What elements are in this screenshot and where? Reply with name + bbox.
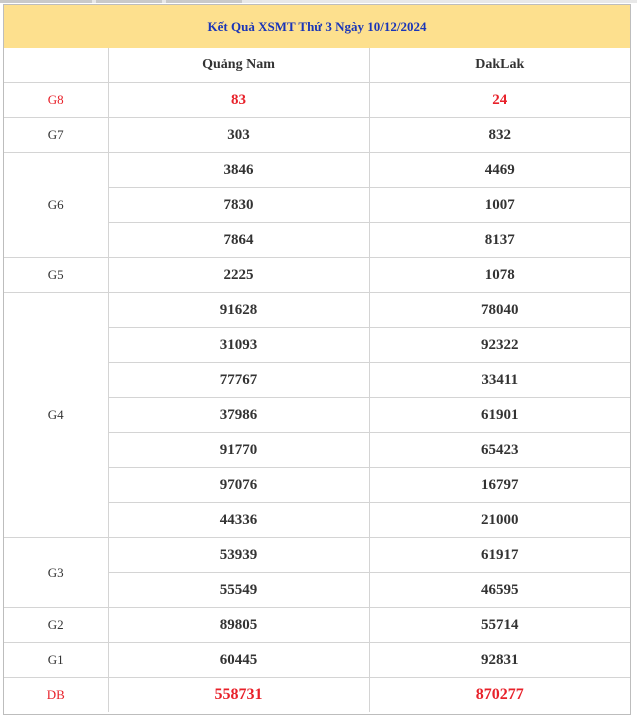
result-row: [4, 678, 630, 713]
daklak-result: 65423: [369, 433, 630, 468]
lottery-results-table: [4, 48, 630, 712]
tab-segment: [166, 0, 242, 3]
daklak-result: 16797: [369, 468, 630, 503]
daklak-result: 61917: [369, 538, 630, 573]
daklak-result: 61901: [369, 398, 630, 433]
tab-segment: [96, 0, 162, 3]
quang-nam-result: 91770: [108, 433, 369, 468]
daklak-result: 4469: [369, 153, 630, 188]
daklak-result: 92322: [369, 328, 630, 363]
results-body: [4, 83, 630, 713]
daklak-result: 55714: [369, 608, 630, 643]
daklak-result: 1007: [369, 188, 630, 223]
quang-nam-result: 7830: [108, 188, 369, 223]
province-header-daklak: DakLak: [369, 48, 630, 83]
daklak-result: 832: [369, 118, 630, 153]
prize-label-g1: G1: [4, 643, 108, 678]
daklak-result: 92831: [369, 643, 630, 678]
daklak-result: 24: [369, 83, 630, 118]
prize-label-g4: G4: [4, 293, 108, 538]
header-row: [4, 48, 630, 83]
result-row: [4, 118, 630, 153]
result-row: [4, 153, 630, 188]
prize-label-g7: G7: [4, 118, 108, 153]
province-header-quang-nam: Quảng Nam: [108, 48, 369, 83]
quang-nam-result: 558731: [108, 678, 369, 713]
daklak-result: 1078: [369, 258, 630, 293]
quang-nam-result: 303: [108, 118, 369, 153]
daklak-result: 78040: [369, 293, 630, 328]
quang-nam-result: 77767: [108, 363, 369, 398]
quang-nam-result: 89805: [108, 608, 369, 643]
quang-nam-result: 91628: [108, 293, 369, 328]
quang-nam-result: 53939: [108, 538, 369, 573]
prize-header-cell: [4, 48, 108, 83]
quang-nam-result: 83: [108, 83, 369, 118]
quang-nam-result: 37986: [108, 398, 369, 433]
result-row: [4, 608, 630, 643]
tab-segment: [0, 0, 92, 3]
quang-nam-result: 55549: [108, 573, 369, 608]
daklak-result: 8137: [369, 223, 630, 258]
daklak-result: 870277: [369, 678, 630, 713]
prize-label-g2: G2: [4, 608, 108, 643]
prize-label-g3: G3: [4, 538, 108, 608]
result-row: [4, 258, 630, 293]
results-title: Kết Quả XSMT Thứ 3 Ngày 10/12/2024: [4, 5, 630, 48]
quang-nam-result: 44336: [108, 503, 369, 538]
daklak-result: 21000: [369, 503, 630, 538]
result-row: [4, 643, 630, 678]
quang-nam-result: 31093: [108, 328, 369, 363]
quang-nam-result: 60445: [108, 643, 369, 678]
daklak-result: 33411: [369, 363, 630, 398]
prize-label-g6: G6: [4, 153, 108, 258]
result-row: [4, 538, 630, 573]
prize-label-g8: G8: [4, 83, 108, 118]
result-row: [4, 293, 630, 328]
quang-nam-result: 3846: [108, 153, 369, 188]
quang-nam-result: 7864: [108, 223, 369, 258]
result-row: [4, 83, 630, 118]
prize-label-g5: G5: [4, 258, 108, 293]
quang-nam-result: 97076: [108, 468, 369, 503]
top-tab-strip: [0, 0, 637, 3]
prize-label-db: DB: [4, 678, 108, 713]
quang-nam-result: 2225: [108, 258, 369, 293]
daklak-result: 46595: [369, 573, 630, 608]
